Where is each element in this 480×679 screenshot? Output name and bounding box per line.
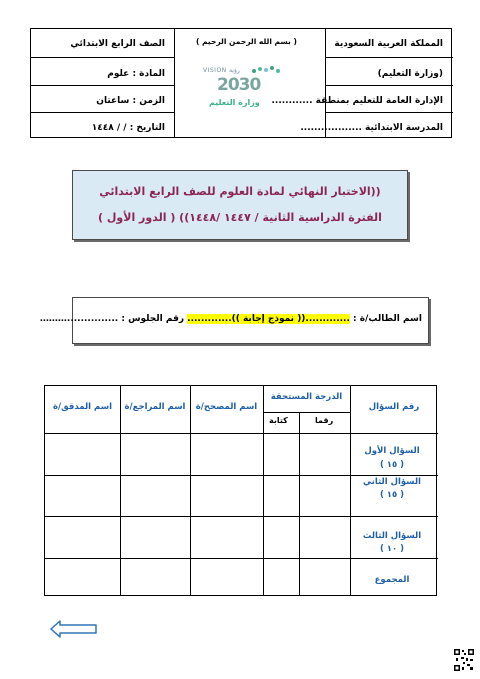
country-name: المملكة العربية السعودية	[334, 39, 443, 49]
table-col-line	[190, 386, 191, 595]
row-question-1-points: ( ١٥ )	[379, 460, 405, 470]
col-header-auditor: اسم المدقق/ة	[53, 402, 112, 412]
col-header-question: رقم السؤال	[368, 402, 420, 412]
ministry-name: (وزارة التعليم)	[377, 69, 443, 79]
grade-level: الصف الرابع الابتدائي	[70, 39, 165, 49]
col-header-degree: الدرجة المستحقة	[270, 392, 343, 402]
logo-ministry-text: وزارة التعليم	[209, 98, 260, 107]
header-row-line	[325, 57, 453, 58]
header-row-line	[325, 85, 453, 86]
subject: المادة : علوم	[107, 69, 165, 79]
header-row-line	[325, 112, 453, 113]
row-question-3-points: ( ١٠ )	[379, 544, 405, 554]
qr-code-icon	[454, 649, 474, 671]
logo-vision-text: VISION رؤية	[203, 67, 240, 74]
header-row-line	[31, 57, 174, 58]
basmala: ( بسم الله الرحمن الرحيم )	[196, 37, 297, 46]
header-divider	[325, 29, 326, 137]
exam-date: التاريخ : / / ١٤٤٨	[91, 123, 165, 133]
col-header-digits: رقما	[315, 416, 334, 425]
header-row-line	[31, 112, 174, 113]
table-row-line	[263, 412, 350, 413]
col-header-corrector: اسم المصحح/ة	[195, 402, 258, 412]
row-question-2-label: السؤال الثاني	[363, 477, 421, 487]
col-header-words: كتابة	[269, 416, 288, 425]
seat-number-label: رقم الجلوس :	[121, 314, 185, 324]
student-info-line	[40, 314, 422, 324]
student-info-box	[39, 297, 429, 344]
education-admin: الإدارة العامة للتعليم بمنطقة ............	[271, 96, 443, 106]
seat-number-value[interactable]: ...............………	[39, 314, 119, 324]
table-col-line	[120, 386, 121, 595]
col-header-reviewer: اسم المراجع/ة	[124, 402, 186, 412]
student-name-label: اسم الطالب/ة :	[353, 314, 422, 324]
table-col-line	[263, 386, 264, 595]
student-name-value[interactable]: .............(( نموذج إجابة )).............	[187, 314, 350, 324]
table-row-line	[45, 558, 438, 559]
exam-title-line2: الفترة الدراسية الثانية / ١٤٤٧ /١٤٤٨)) ( الدور الأول )	[98, 211, 382, 224]
exam-duration: الزمن : ساعتان	[96, 96, 165, 106]
table-row-line	[45, 516, 438, 517]
logo-2030-text: 2030	[217, 75, 261, 95]
vision-2030-logo	[199, 65, 299, 115]
table-row-line	[45, 475, 438, 476]
header-divider	[174, 29, 175, 137]
header-row-line	[31, 85, 174, 86]
grades-table	[44, 385, 437, 596]
exam-title-line1: ((الاختبار النهائي لمادة العلوم للصف الرابع الابتدائي	[99, 185, 381, 198]
logo-dots-icon	[251, 65, 281, 75]
school-name: المدرسة الابتدائية ..................	[300, 123, 443, 133]
row-question-3-label: السؤال الثالث	[362, 531, 422, 541]
exam-title-box	[72, 170, 408, 240]
row-question-2-points: ( ١٥ )	[379, 490, 405, 500]
left-arrow-icon[interactable]	[50, 620, 98, 638]
row-total-label: المجموع	[374, 575, 410, 585]
header-table	[30, 28, 452, 138]
row-question-1-label: السؤال الأول	[364, 446, 420, 456]
table-row-line	[45, 433, 438, 434]
table-col-line	[299, 412, 300, 595]
